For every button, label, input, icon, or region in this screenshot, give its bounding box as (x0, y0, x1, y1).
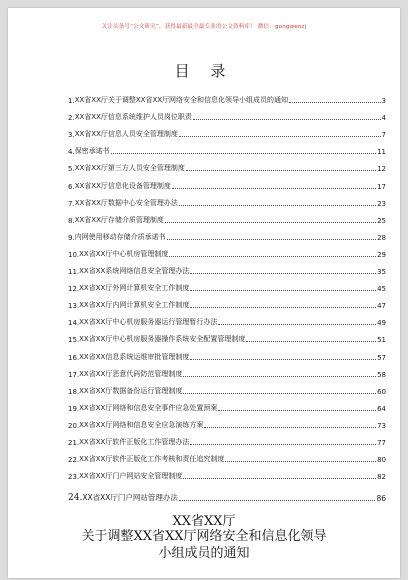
toc-entry-page: 77 (377, 438, 386, 447)
toc-entry-number: 19. (68, 404, 80, 413)
toc-entry-number: 1. (68, 97, 75, 106)
toc-entry[interactable] (68, 379, 386, 396)
toc-entry-title: XX省XX信息系统运维审批管理制度 (79, 352, 190, 361)
toc-entry-number: 18. (68, 387, 80, 396)
toc-entry-page: 25 (377, 216, 386, 225)
toc-entry-number: 21. (68, 438, 80, 447)
toc-leader-dots (167, 238, 376, 240)
toc-entry-page: 73 (377, 421, 386, 430)
toc-entry[interactable] (68, 88, 386, 105)
toc-entry-page: 11 (377, 148, 386, 157)
toc-entry-number: 14. (68, 319, 80, 328)
toc-entry[interactable] (68, 156, 386, 173)
toc-entry-page: 51 (377, 336, 386, 345)
toc-entry[interactable] (68, 122, 386, 139)
toc-entry-page: 64 (377, 404, 386, 413)
toc-leader-dots (169, 255, 376, 257)
toc-entry-title: XX省XX厅信息人员安全管理制度 (74, 130, 178, 139)
toc-leader-dots (165, 221, 376, 223)
toc-leader-dots (179, 499, 376, 501)
toc-entry-title: XX省XX厅关于调整XX省XX厅网络安全和信息化领导小组成员的通知 (74, 96, 289, 105)
toc-entry[interactable] (68, 276, 386, 293)
toc-entry-page: 80 (377, 456, 386, 465)
toc-entry-page: 58 (377, 370, 386, 379)
toc-entry-title: XX省XX厅信息系统维护人员岗位职责 (74, 113, 192, 122)
toc-entry-page: 17 (377, 182, 386, 191)
toc-entry[interactable] (68, 430, 386, 447)
toc-entry-page: 57 (377, 353, 386, 362)
toc-entry-title: XX省XX厅网络和信息安全应急演练方案 (79, 420, 204, 429)
toc-entry-title: XX省XX厅内网计算机安全工作制度 (79, 301, 190, 310)
toc-entry[interactable] (68, 191, 386, 208)
toc-entry-page: 12 (377, 165, 386, 174)
toc-entry-number: 23. (68, 473, 80, 482)
toc-leader-dots (183, 477, 376, 479)
toc-entry-page: 86 (376, 494, 386, 504)
toc-leader-dots (204, 426, 376, 428)
toc-entry-title: XX省XX厅数据中心安全管理办法 (74, 198, 178, 207)
toc-entry-page: 35 (377, 268, 386, 277)
toc-entry[interactable] (68, 396, 386, 413)
toc-entry[interactable] (68, 225, 386, 242)
toc-entry-number: 5. (68, 165, 75, 174)
toc-entry-page: 60 (377, 387, 386, 396)
toc-entry-number: 8. (68, 216, 75, 225)
toc-leader-dots (190, 358, 376, 360)
toc-entry-title: XX省XX厅信息化设备管理制度 (74, 181, 171, 190)
toc-entry-page: 7 (381, 131, 386, 140)
toc-entry-number: 7. (68, 199, 75, 208)
toc-entry[interactable] (68, 447, 386, 464)
toc-leader-dots (218, 323, 376, 325)
toc-entry[interactable] (68, 464, 386, 481)
toc-entry[interactable] (68, 259, 386, 276)
toc-entry[interactable] (68, 293, 386, 310)
toc-entry-number: 13. (68, 302, 80, 311)
toc-leader-dots (218, 409, 376, 411)
toc-entry-page: 28 (377, 233, 386, 242)
toc-entry-number: 12. (68, 285, 80, 294)
toc-entry-title: XX省XX厅数据备份运行管理制度 (79, 386, 183, 395)
toc-entry[interactable] (68, 362, 386, 379)
toc-leader-dots (190, 306, 376, 308)
toc-entry-page: 3 (381, 97, 386, 106)
toc-entry[interactable] (68, 173, 386, 190)
document-heading-line: 关于调整XX省XX厅网络安全和信息化领导 (81, 529, 327, 544)
toc-leader-dots (190, 443, 376, 445)
toc-entry-number: 3. (68, 131, 75, 140)
toc-entry-title: XX省XX厅恶意代码防范管理制度 (79, 369, 183, 378)
document-page (8, 8, 400, 578)
toc-entry-title: XX省XX厅软件正版化工作管理办法 (79, 437, 190, 446)
toc-entry-number: 9. (68, 233, 75, 242)
toc-entry-title: XX省XX厅中心机房管理制度 (79, 249, 169, 258)
toc-entry-page: 49 (377, 319, 386, 328)
toc-entry-page: 23 (377, 199, 386, 208)
toc-leader-dots (190, 289, 376, 291)
document-issuer: XX省XX厅 (172, 514, 236, 529)
toc-entry[interactable] (68, 208, 386, 225)
promo-banner: 关注头条号“公文研究”，获得最新最全最专业的公文资料库！ 微信：gongwenzj (101, 24, 307, 30)
toc-entry-page: 82 (377, 473, 386, 482)
toc-leader-dots (111, 152, 376, 154)
toc-entry-title: XX省XX厅网络和信息安全事件应急处置预案 (79, 403, 218, 412)
toc-entry[interactable] (68, 327, 386, 344)
toc-leader-dots (193, 118, 381, 120)
toc-entry[interactable] (68, 481, 386, 503)
toc-entry-number: 17. (68, 370, 80, 379)
toc-entry-number: 22. (68, 456, 80, 465)
toc-entry-page: 4 (381, 114, 386, 123)
document-heading-line: 小组成员的通知 (158, 546, 250, 561)
toc-entry-number: 16. (68, 353, 80, 362)
toc-entry-number: 4. (68, 148, 75, 157)
toc-entry-page: 47 (377, 302, 386, 311)
toc-entry[interactable] (68, 139, 386, 156)
toc-entry[interactable] (68, 413, 386, 430)
toc-entry-title: XX省XX厅外网计算机安全工作制度 (79, 284, 190, 293)
toc-entry-number: 6. (68, 182, 75, 191)
document-heading (8, 528, 400, 562)
toc-entry-page: 45 (377, 285, 386, 294)
toc-leader-dots (183, 375, 376, 377)
toc-entry-number: 10. (68, 250, 80, 259)
toc-entry-title: XX省XX厅门户网站管理办法 (82, 493, 178, 503)
toc-entry-title: 保密承诺书 (74, 147, 110, 156)
toc-entry[interactable] (68, 310, 386, 327)
toc-entry-number: 24. (68, 493, 83, 504)
toc-leader-dots (172, 187, 376, 189)
toc-leader-dots (190, 272, 376, 274)
toc-leader-dots (246, 340, 376, 342)
toc-entry-number: 2. (68, 114, 75, 123)
table-of-contents (68, 88, 386, 503)
toc-entry-title: XX省XX厅中心机房服务器操作系统安全配置管理制度 (79, 335, 246, 344)
toc-leader-dots (225, 460, 376, 462)
toc-entry-title: XX省XX厅存储介质管理制度 (74, 215, 164, 224)
toc-entry-page: 29 (377, 250, 386, 259)
toc-entry-number: 11. (68, 268, 80, 277)
toc-entry-title: XX省XX系统网络信息安全管理办法 (79, 267, 190, 276)
toc-entry[interactable] (68, 344, 386, 361)
toc-entry-number: 20. (68, 421, 80, 430)
toc-leader-dots (183, 392, 376, 394)
toc-entry[interactable] (68, 242, 386, 259)
toc-title: 目 录 (174, 62, 234, 80)
toc-leader-dots (186, 169, 376, 171)
toc-entry-title: XX省XX厅软件正版化工作考核和责任追究制度 (79, 455, 225, 464)
toc-entry-title: XX省XX厅中心机房服务器运行管理暂行办法 (79, 318, 218, 327)
toc-leader-dots (179, 204, 376, 206)
toc-leader-dots (179, 135, 381, 137)
toc-entry[interactable] (68, 105, 386, 122)
toc-entry-title: XX省XX厅第三方人员安全管理制度 (74, 164, 185, 173)
toc-entry-title: XX省XX厅门户网站安全管理制度 (79, 472, 183, 481)
toc-leader-dots (289, 101, 380, 103)
toc-entry-title: 内网使用移动存储介质承诺书 (74, 232, 166, 241)
toc-entry-number: 15. (68, 336, 80, 345)
